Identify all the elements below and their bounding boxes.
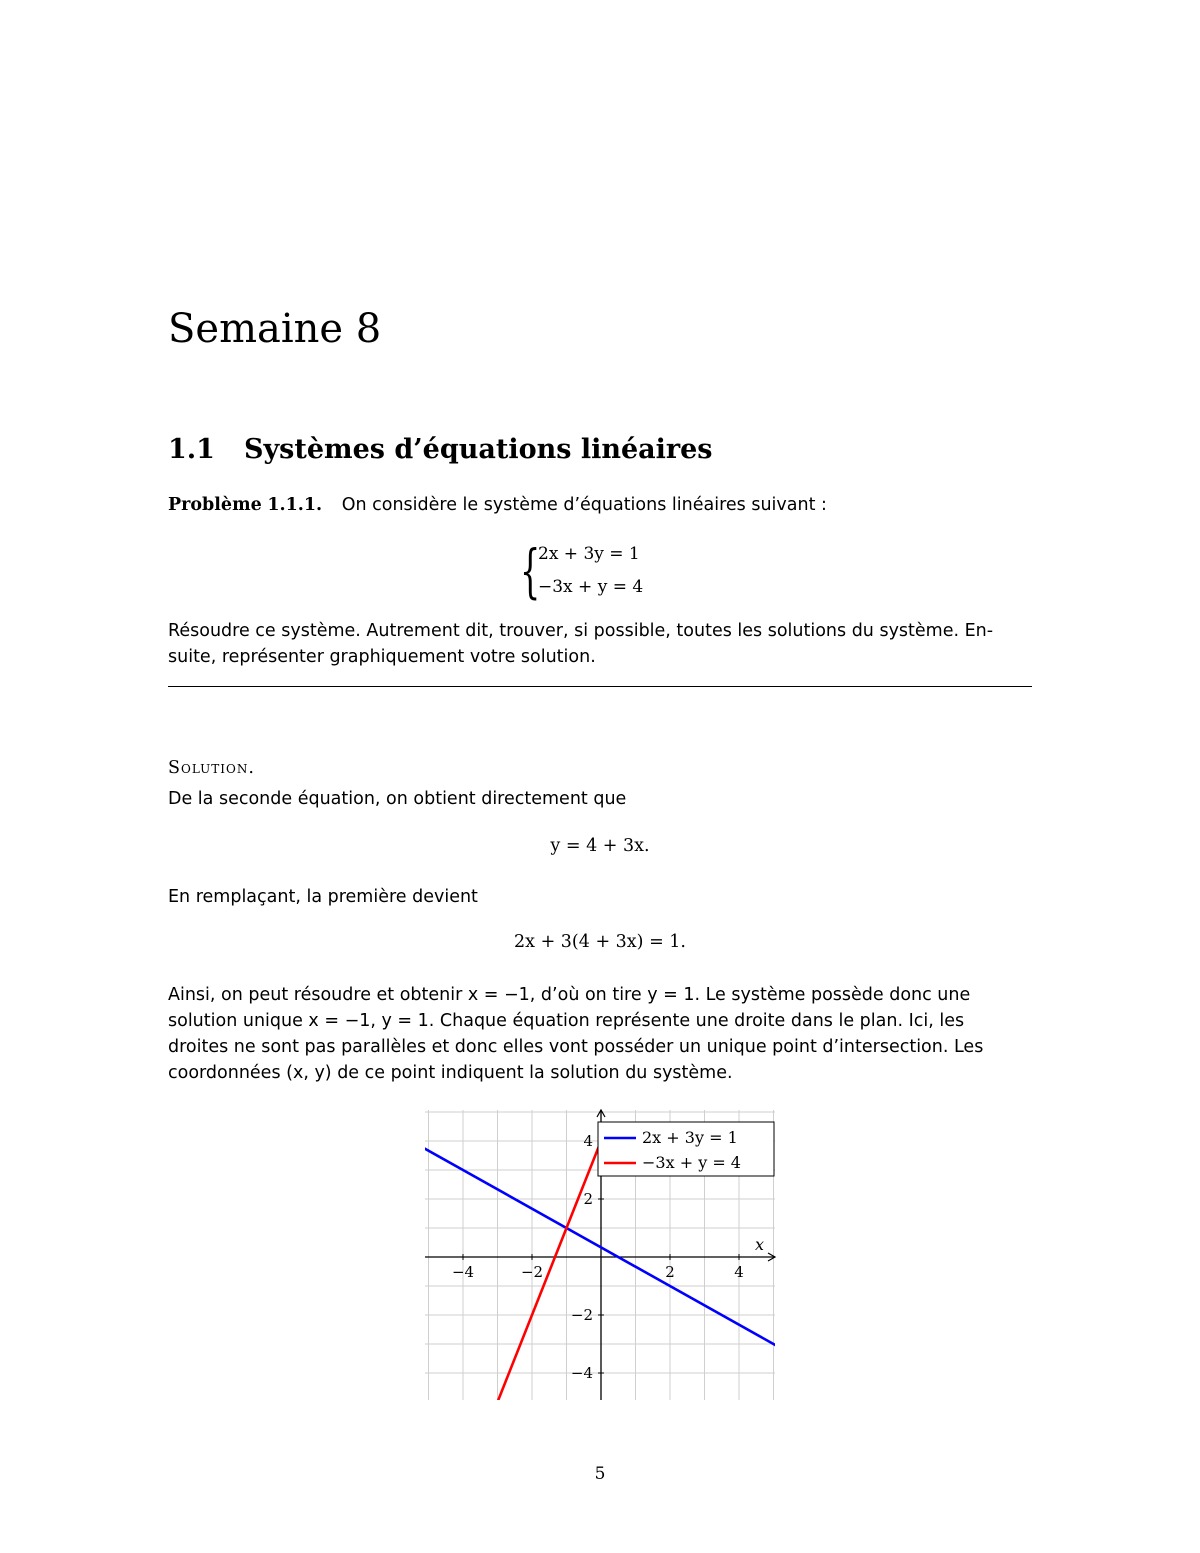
series-line-2 xyxy=(498,1141,602,1402)
y-tick-label: 4 xyxy=(583,1132,593,1150)
solution-heading: Solution. xyxy=(168,758,255,778)
x-tick-label: −4 xyxy=(451,1263,475,1281)
legend-label-1: 2x + 3y = 1 xyxy=(642,1128,738,1147)
solution-paragraph-1: De la seconde équation, on obtient directement que xyxy=(168,789,627,809)
problem-statement xyxy=(168,492,1032,518)
solution-paragraph-3-line-2: solution unique x = −1, y = 1. Chaque équation représente une droite dans le plan. Ici, les xyxy=(168,1011,965,1031)
system-equation-2: −3x + y = 4 xyxy=(538,577,644,597)
solution-paragraph-2: En remplaçant, la première devient xyxy=(168,887,478,907)
chapter-title: Semaine 8 xyxy=(168,306,382,352)
section-title: Systèmes d’équations linéaires xyxy=(244,434,713,465)
problem-task-line-2: suite, représenter graphiquement votre solution. xyxy=(168,647,596,667)
x-tick-label: 4 xyxy=(734,1263,744,1281)
problem-label: Problème xyxy=(168,495,262,515)
brace-glyph: { xyxy=(520,537,541,605)
y-tick-label: −2 xyxy=(570,1306,593,1324)
solution-paragraph-3-line-4: coordonnées (x, y) de ce point indiquent la solution du système. xyxy=(168,1063,733,1083)
section-heading xyxy=(168,433,713,467)
problem-intro: On considère le système d’équations linéaires suivant : xyxy=(341,495,827,515)
solution-equation-1: y = 4 + 3x. xyxy=(550,836,650,856)
page-number: 5 xyxy=(594,1464,606,1484)
equation-system xyxy=(520,537,680,606)
horizontal-rule xyxy=(168,686,1032,687)
y-tick-label: 2 xyxy=(583,1190,593,1208)
section-number: 1.1 xyxy=(168,434,215,465)
chart-legend xyxy=(598,1122,774,1176)
y-tick-label: −4 xyxy=(570,1364,593,1382)
legend-label-2: −3x + y = 4 xyxy=(642,1153,741,1172)
solution-equation-2: 2x + 3(4 + 3x) = 1. xyxy=(514,932,686,952)
solution-paragraph-3-line-3: droites ne sont pas parallèles et donc elles vont posséder un unique point d’intersection. Les xyxy=(168,1037,984,1057)
x-axis-label: x xyxy=(755,1235,765,1254)
x-tick-label: 2 xyxy=(665,1263,675,1281)
problem-number: 1.1.1. xyxy=(267,495,323,515)
x-tick-label: −2 xyxy=(520,1263,544,1281)
system-equation-1: 2x + 3y = 1 xyxy=(538,544,640,564)
problem-task-line-1: Résoudre ce système. Autrement dit, trouver, si possible, toutes les solutions du système. En- xyxy=(168,621,994,641)
line-chart xyxy=(420,1105,780,1405)
solution-paragraph-3-line-1: Ainsi, on peut résoudre et obtenir x = −1, d’où on tire y = 1. Le système possède donc une xyxy=(168,985,971,1005)
